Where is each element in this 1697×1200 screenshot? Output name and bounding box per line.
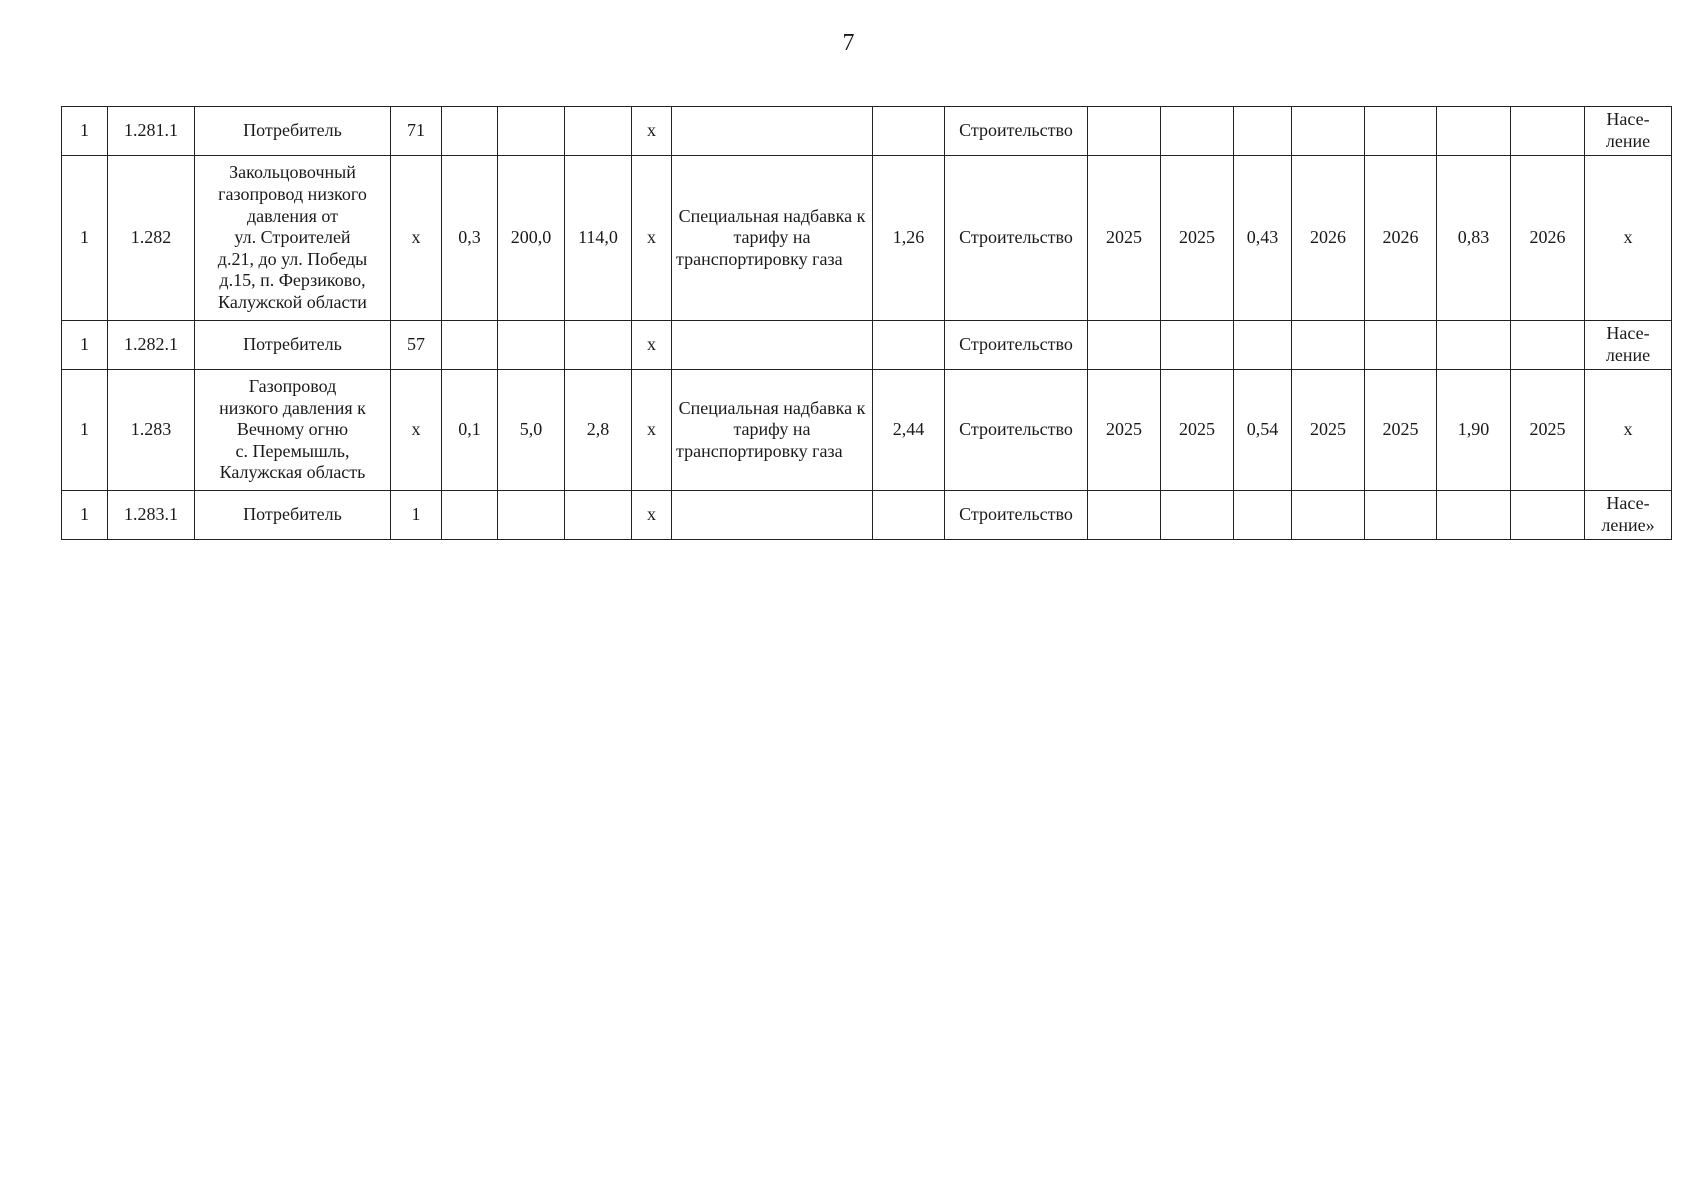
section-number-cell: 1 bbox=[62, 321, 108, 370]
table-body bbox=[62, 107, 1672, 540]
quantity-cell: х bbox=[391, 370, 442, 491]
tariff-cell bbox=[873, 107, 945, 156]
funding-source-cell bbox=[672, 321, 873, 370]
quantity-cell: 1 bbox=[391, 491, 442, 540]
year-end-cell bbox=[1161, 107, 1234, 156]
category-cell: х bbox=[1585, 370, 1672, 491]
section-number-cell: 1 bbox=[62, 491, 108, 540]
funding-source-cell: Специальная надбавка к тарифу на транспортировку газа bbox=[672, 156, 873, 321]
item-code-cell: 1.283 bbox=[108, 370, 195, 491]
tariff-cell bbox=[873, 321, 945, 370]
value-b-cell: 0,83 bbox=[1437, 156, 1511, 321]
year-c-cell bbox=[1511, 321, 1585, 370]
object-name-cell: Закольцовочный газопровод низкого давления от ул. Строителей д.21, до ул. Победы д.15, п. Ферзиково, Калужской области bbox=[195, 156, 391, 321]
object-name-cell: Газопровод низкого давления к Вечному огню с. Перемышль, Калужская область bbox=[195, 370, 391, 491]
pressure-cell: 0,3 bbox=[442, 156, 498, 321]
value-a-cell: 0,43 bbox=[1234, 156, 1292, 321]
quantity-cell: 57 bbox=[391, 321, 442, 370]
value-b-cell bbox=[1437, 491, 1511, 540]
value-a-cell bbox=[1234, 107, 1292, 156]
work-type-cell: Строительство bbox=[945, 321, 1088, 370]
item-code-cell: 1.283.1 bbox=[108, 491, 195, 540]
year-a-cell: 2026 bbox=[1292, 156, 1365, 321]
item-code-cell: 1.282.1 bbox=[108, 321, 195, 370]
page-number: 7 bbox=[842, 30, 855, 56]
length-cell bbox=[565, 321, 632, 370]
pressure-cell: 0,1 bbox=[442, 370, 498, 491]
year-c-cell bbox=[1511, 107, 1585, 156]
value-a-cell bbox=[1234, 491, 1292, 540]
category-cell: х bbox=[1585, 156, 1672, 321]
work-type-cell: Строительство bbox=[945, 107, 1088, 156]
object-name-cell: Потребитель bbox=[195, 321, 391, 370]
year-end-cell: 2025 bbox=[1161, 156, 1234, 321]
marker-cell: х bbox=[632, 156, 672, 321]
year-b-cell bbox=[1365, 107, 1437, 156]
quantity-cell: х bbox=[391, 156, 442, 321]
diameter-cell bbox=[498, 107, 565, 156]
work-type-cell: Строительство bbox=[945, 491, 1088, 540]
funding-source-cell: Специальная надбавка к тарифу на транспортировку газа bbox=[672, 370, 873, 491]
section-number-cell: 1 bbox=[62, 156, 108, 321]
value-b-cell: 1,90 bbox=[1437, 370, 1511, 491]
gas-infrastructure-table bbox=[61, 106, 1672, 540]
consumer-row bbox=[62, 321, 1672, 370]
year-c-cell: 2025 bbox=[1511, 370, 1585, 491]
year-end-cell: 2025 bbox=[1161, 370, 1234, 491]
value-a-cell: 0,54 bbox=[1234, 370, 1292, 491]
object-name-cell: Потребитель bbox=[195, 491, 391, 540]
item-code-cell: 1.281.1 bbox=[108, 107, 195, 156]
year-a-cell bbox=[1292, 107, 1365, 156]
category-cell: Насе- ление bbox=[1585, 321, 1672, 370]
year-b-cell: 2026 bbox=[1365, 156, 1437, 321]
item-code-cell: 1.282 bbox=[108, 156, 195, 321]
year-b-cell bbox=[1365, 321, 1437, 370]
value-b-cell bbox=[1437, 107, 1511, 156]
object-name-cell: Потребитель bbox=[195, 107, 391, 156]
year-a-cell: 2025 bbox=[1292, 370, 1365, 491]
work-type-cell: Строительство bbox=[945, 370, 1088, 491]
diameter-cell: 200,0 bbox=[498, 156, 565, 321]
funding-source-cell bbox=[672, 491, 873, 540]
year-c-cell bbox=[1511, 491, 1585, 540]
funding-source-cell bbox=[672, 107, 873, 156]
length-cell bbox=[565, 491, 632, 540]
year-c-cell: 2026 bbox=[1511, 156, 1585, 321]
pressure-cell bbox=[442, 321, 498, 370]
diameter-cell bbox=[498, 321, 565, 370]
year-start-cell: 2025 bbox=[1088, 370, 1161, 491]
marker-cell: х bbox=[632, 321, 672, 370]
year-end-cell bbox=[1161, 321, 1234, 370]
section-number-cell: 1 bbox=[62, 370, 108, 491]
value-a-cell bbox=[1234, 321, 1292, 370]
marker-cell: х bbox=[632, 370, 672, 491]
year-b-cell: 2025 bbox=[1365, 370, 1437, 491]
tariff-cell: 2,44 bbox=[873, 370, 945, 491]
quantity-cell: 71 bbox=[391, 107, 442, 156]
category-cell: Насе- ление bbox=[1585, 107, 1672, 156]
marker-cell: х bbox=[632, 107, 672, 156]
consumer-row bbox=[62, 107, 1672, 156]
category-cell: Насе- ление» bbox=[1585, 491, 1672, 540]
section-number-cell: 1 bbox=[62, 107, 108, 156]
diameter-cell bbox=[498, 491, 565, 540]
tariff-cell: 1,26 bbox=[873, 156, 945, 321]
tariff-cell bbox=[873, 491, 945, 540]
year-a-cell bbox=[1292, 491, 1365, 540]
pressure-cell bbox=[442, 491, 498, 540]
value-b-cell bbox=[1437, 321, 1511, 370]
marker-cell: х bbox=[632, 491, 672, 540]
object-row bbox=[62, 370, 1672, 491]
pressure-cell bbox=[442, 107, 498, 156]
object-row bbox=[62, 156, 1672, 321]
year-start-cell: 2025 bbox=[1088, 156, 1161, 321]
year-start-cell bbox=[1088, 107, 1161, 156]
work-type-cell: Строительство bbox=[945, 156, 1088, 321]
consumer-row bbox=[62, 491, 1672, 540]
year-start-cell bbox=[1088, 491, 1161, 540]
year-end-cell bbox=[1161, 491, 1234, 540]
year-b-cell bbox=[1365, 491, 1437, 540]
length-cell: 114,0 bbox=[565, 156, 632, 321]
year-start-cell bbox=[1088, 321, 1161, 370]
diameter-cell: 5,0 bbox=[498, 370, 565, 491]
length-cell bbox=[565, 107, 632, 156]
length-cell: 2,8 bbox=[565, 370, 632, 491]
year-a-cell bbox=[1292, 321, 1365, 370]
